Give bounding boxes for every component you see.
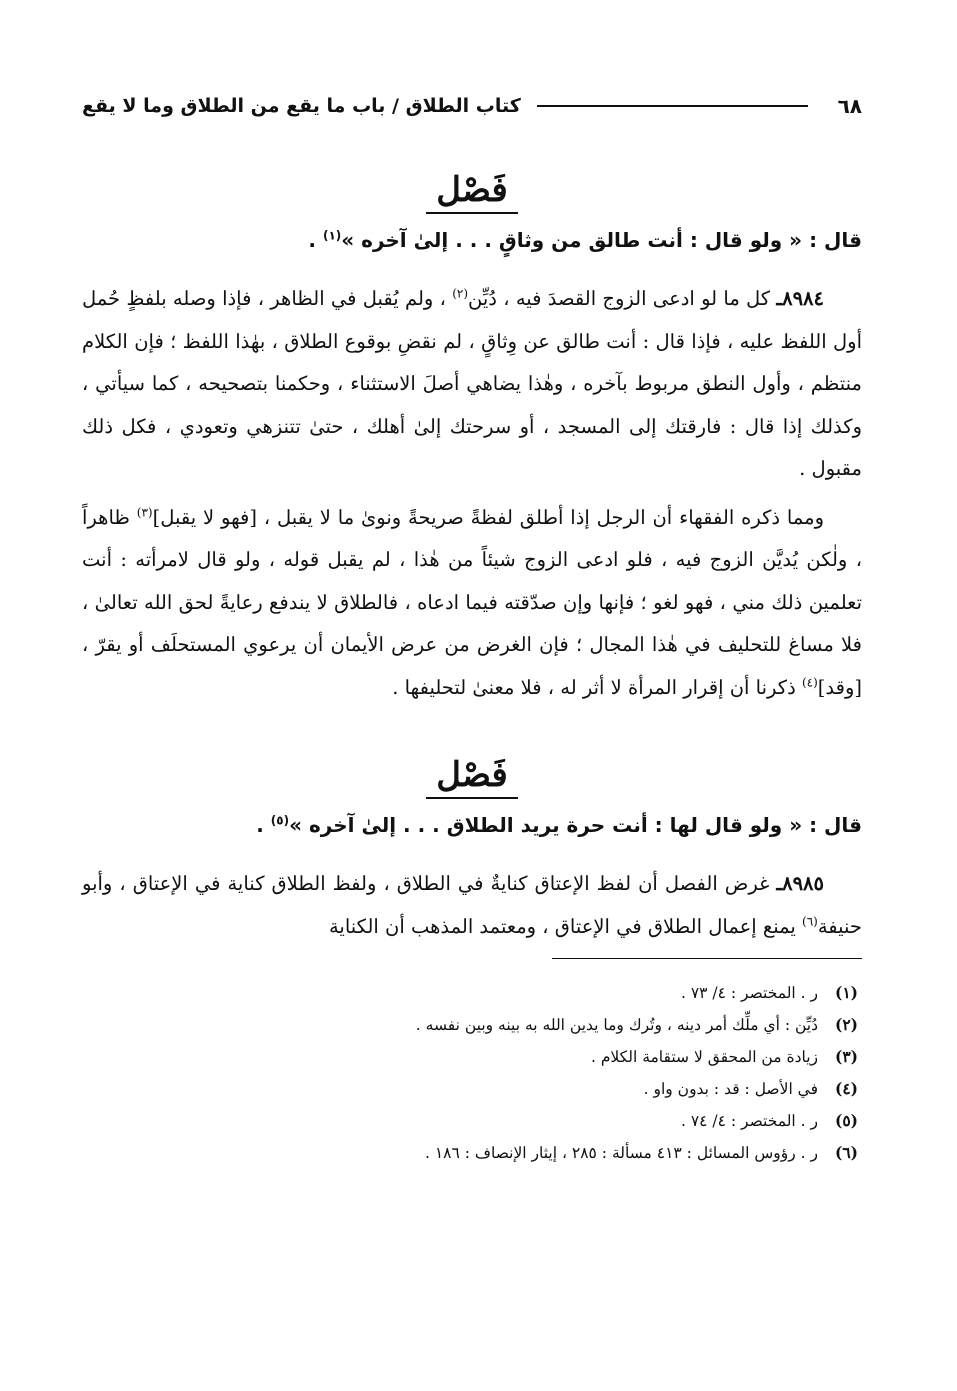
- footnote-number: (٤): [834, 1079, 858, 1098]
- paragraph-number: ٨٩٨٥ـ: [776, 872, 824, 895]
- section-heading-ornament: [82, 164, 862, 216]
- footnote-number: (١): [834, 983, 858, 1002]
- footnote-text: ر . المختصر : ٤/ ٧٣ .: [680, 984, 818, 1002]
- section-heading: فَصْل: [426, 168, 518, 214]
- footnote-text: ر . رؤوس المسائل : ٤١٣ مسألة : ٢٨٥ ، إيثار الإنصاف : ١٨٦ .: [424, 1144, 818, 1162]
- quote-text: قال : « ولو قال لها : أنت حرة يريد الطلاق . . . إلىٰ آخره »: [289, 813, 862, 837]
- footnote-text: دُيِّن : أي ملِّك أمر دينه ، وتُرك وما يدين الله به بينه وبين نفسه .: [415, 1016, 818, 1034]
- footnote-number: (٣): [834, 1047, 858, 1066]
- footnote-ref[interactable]: (٥): [270, 813, 290, 828]
- section: [82, 749, 862, 948]
- section-heading: فَصْل: [426, 753, 518, 799]
- header-rule: [537, 105, 808, 107]
- footnote-ref[interactable]: (٢): [452, 286, 469, 301]
- section: [82, 164, 862, 709]
- footnote-text: في الأصل : قد : بدون واو .: [643, 1080, 818, 1098]
- footnote-ref[interactable]: (٤): [801, 675, 818, 689]
- section-heading-ornament: [82, 749, 862, 801]
- paragraph-text: ، ولم يُقبل في الظاهر ، فإذا وصله بلفظٍ حُمل أول اللفظ عليه ، فإذا قال : أنت طالق عن وِثاقٍ ، لم نقضِ بوقوع الطلاق ، بهٰذا اللفظ ؛ فإن الكلام منتظم ، وأول النطق مربوط بآخره ، وهٰذا يضاهي أصلَ الاستثناء ، وحكمنا بتصحيحه ، كما سيأتي ، وكذلك إذا قال : فارقتك إلى المسجد ، أو سرحتك إلىٰ أهلك ، حتىٰ تتنزهي وتعودي ، فكل ذلك مقبول .: [82, 287, 862, 480]
- footnote-ref[interactable]: (٣): [136, 505, 153, 519]
- paragraph: [82, 863, 862, 948]
- footnote-ref[interactable]: (٦): [802, 914, 818, 928]
- footnote-number: (٥): [834, 1111, 858, 1130]
- section-quote: [82, 218, 862, 262]
- footnote: [82, 1105, 862, 1137]
- footnote-divider: [552, 958, 862, 959]
- quote-end: .: [256, 813, 271, 837]
- paragraph: [82, 497, 862, 710]
- quote-text: قال : « ولو قال : أنت طالق من وثاقٍ . . . إلىٰ آخره »: [341, 228, 862, 252]
- section-quote: [82, 803, 862, 847]
- page-number: ٦٨: [837, 94, 862, 118]
- quote-end: .: [308, 228, 323, 252]
- footnote-number: (٦): [834, 1143, 858, 1162]
- running-title: كتاب الطلاق / باب ما يقع من الطلاق وما لا يقع: [82, 95, 521, 117]
- footnote: [82, 1137, 862, 1169]
- footnote: [82, 977, 862, 1009]
- running-head: [82, 88, 862, 124]
- footnote: [82, 1041, 862, 1073]
- paragraph-text: ظاهراً ، ولٰكن يُديَّن الزوج فيه ، فلو ادعى الزوج شيئاً من هٰذا ، لم يقبل قوله ، ولو قال لامرأته : أنت تعلمين ذلك مني ، فهو لغو ؛ فإنها وإن صدّقته فيما ادعاه ، فالطلاق لا يندفع رعايةً لحق الله تعالىٰ ، فلا مساغ للتحليف في هٰذا المجال ؛ فإن الغرض من عرض الأيمان أن يرعوي المستحلَف أو يقرّ ، [وقد]: [82, 505, 862, 699]
- footnote: [82, 1073, 862, 1105]
- paragraph-text: كل ما لو ادعى الزوج القصدَ فيه ، دُيِّن: [468, 287, 777, 310]
- footnote-ref[interactable]: (١): [322, 228, 342, 243]
- paragraph-text: ومما ذكره الفقهاء أن الرجل إذا أطلق لفظةً صريحةً ونوىٰ ما لا يقبل ، [فهو لا يقبل]: [152, 505, 824, 529]
- footnote-text: زيادة من المحقق لا ستقامة الكلام .: [590, 1048, 818, 1066]
- paragraph-text: غرض الفصل أن لفظ الإعتاق كنايةٌ في الطلاق ، ولفظ الطلاق كناية في الإعتاق ، وأبو حنيفة: [82, 872, 862, 938]
- paragraph-text: ذكرنا أن إقرار المرأة لا أثر له ، فلا معنىٰ لتحليفها .: [392, 675, 802, 699]
- footnotes: [82, 977, 862, 1169]
- paragraph-text: يمنع إعمال الطلاق في الإعتاق ، ومعتمد المذهب أن الكناية: [328, 914, 803, 938]
- page: [82, 88, 862, 1169]
- paragraph-number: ٨٩٨٤ـ: [776, 287, 824, 310]
- footnote-text: ر . المختصر : ٤/ ٧٤ .: [680, 1112, 818, 1130]
- paragraph: [82, 278, 862, 491]
- footnote-number: (٢): [834, 1015, 858, 1034]
- footnote: [82, 1009, 862, 1041]
